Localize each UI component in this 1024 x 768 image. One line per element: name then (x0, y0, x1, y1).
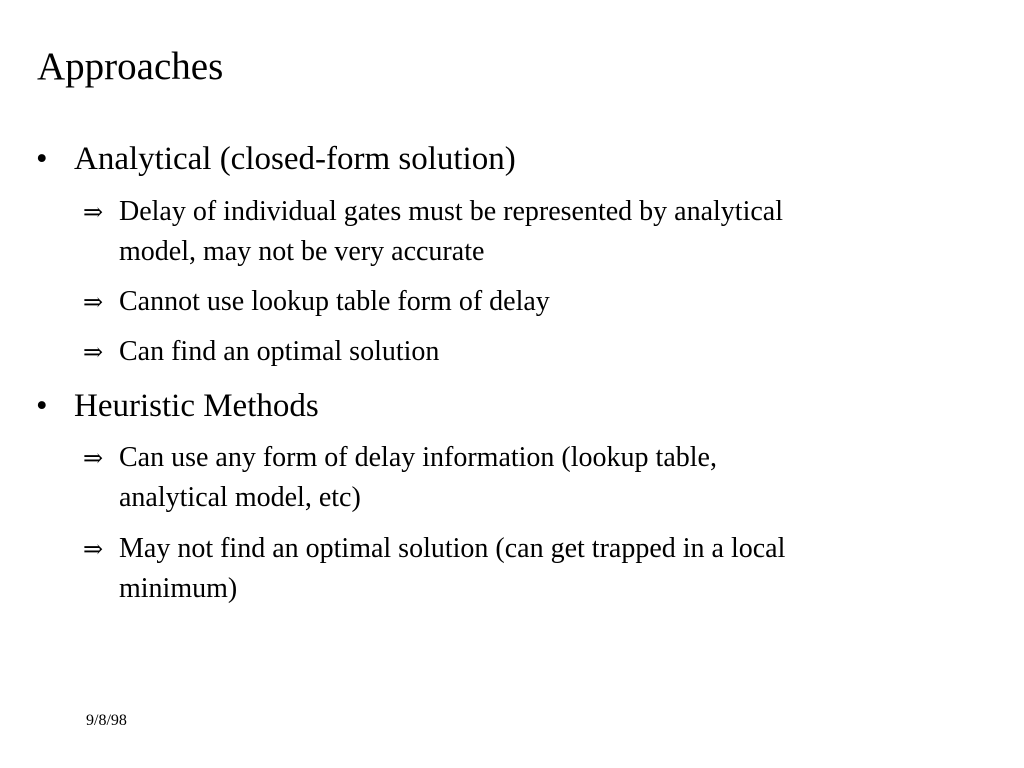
bullet-text: Heuristic Methods (74, 388, 319, 424)
implies-arrow-icon: ⇒ (83, 535, 104, 563)
subitem-delay-analytical-model (83, 192, 983, 272)
subitem-text-line1: Cannot use lookup table form of delay (119, 286, 550, 317)
subitem-local-minimum (83, 529, 983, 609)
footer-date: 9/8/98 (86, 712, 127, 729)
subitem-text-line2: analytical model, etc) (119, 482, 361, 513)
subitem-any-delay-form (83, 438, 983, 518)
subitem-text-line1: Can find an optimal solution (119, 336, 440, 367)
implies-arrow-icon: ⇒ (83, 198, 104, 226)
subitem-no-lookup-table (83, 282, 983, 322)
bullet-analytical (36, 140, 516, 178)
subitem-text-line1: Can use any form of delay information (lookup table, (119, 442, 717, 473)
implies-arrow-icon: ⇒ (83, 338, 104, 366)
implies-arrow-icon: ⇒ (83, 444, 104, 472)
bullet-heuristic (36, 387, 319, 425)
subitem-text-line2: model, may not be very accurate (119, 236, 485, 267)
implies-arrow-icon: ⇒ (83, 288, 104, 316)
subitem-text-line1: Delay of individual gates must be represented by analytical (119, 196, 784, 227)
bullet-marker: • (36, 388, 48, 424)
subitem-optimal-solution (83, 332, 983, 372)
subitem-text-line2: minimum) (119, 573, 238, 604)
subitem-text-line1: May not find an optimal solution (can get trapped in a local (119, 533, 786, 564)
bullet-marker: • (36, 141, 48, 177)
slide-title: Approaches (37, 45, 224, 88)
bullet-text: Analytical (closed-form solution) (74, 141, 516, 177)
